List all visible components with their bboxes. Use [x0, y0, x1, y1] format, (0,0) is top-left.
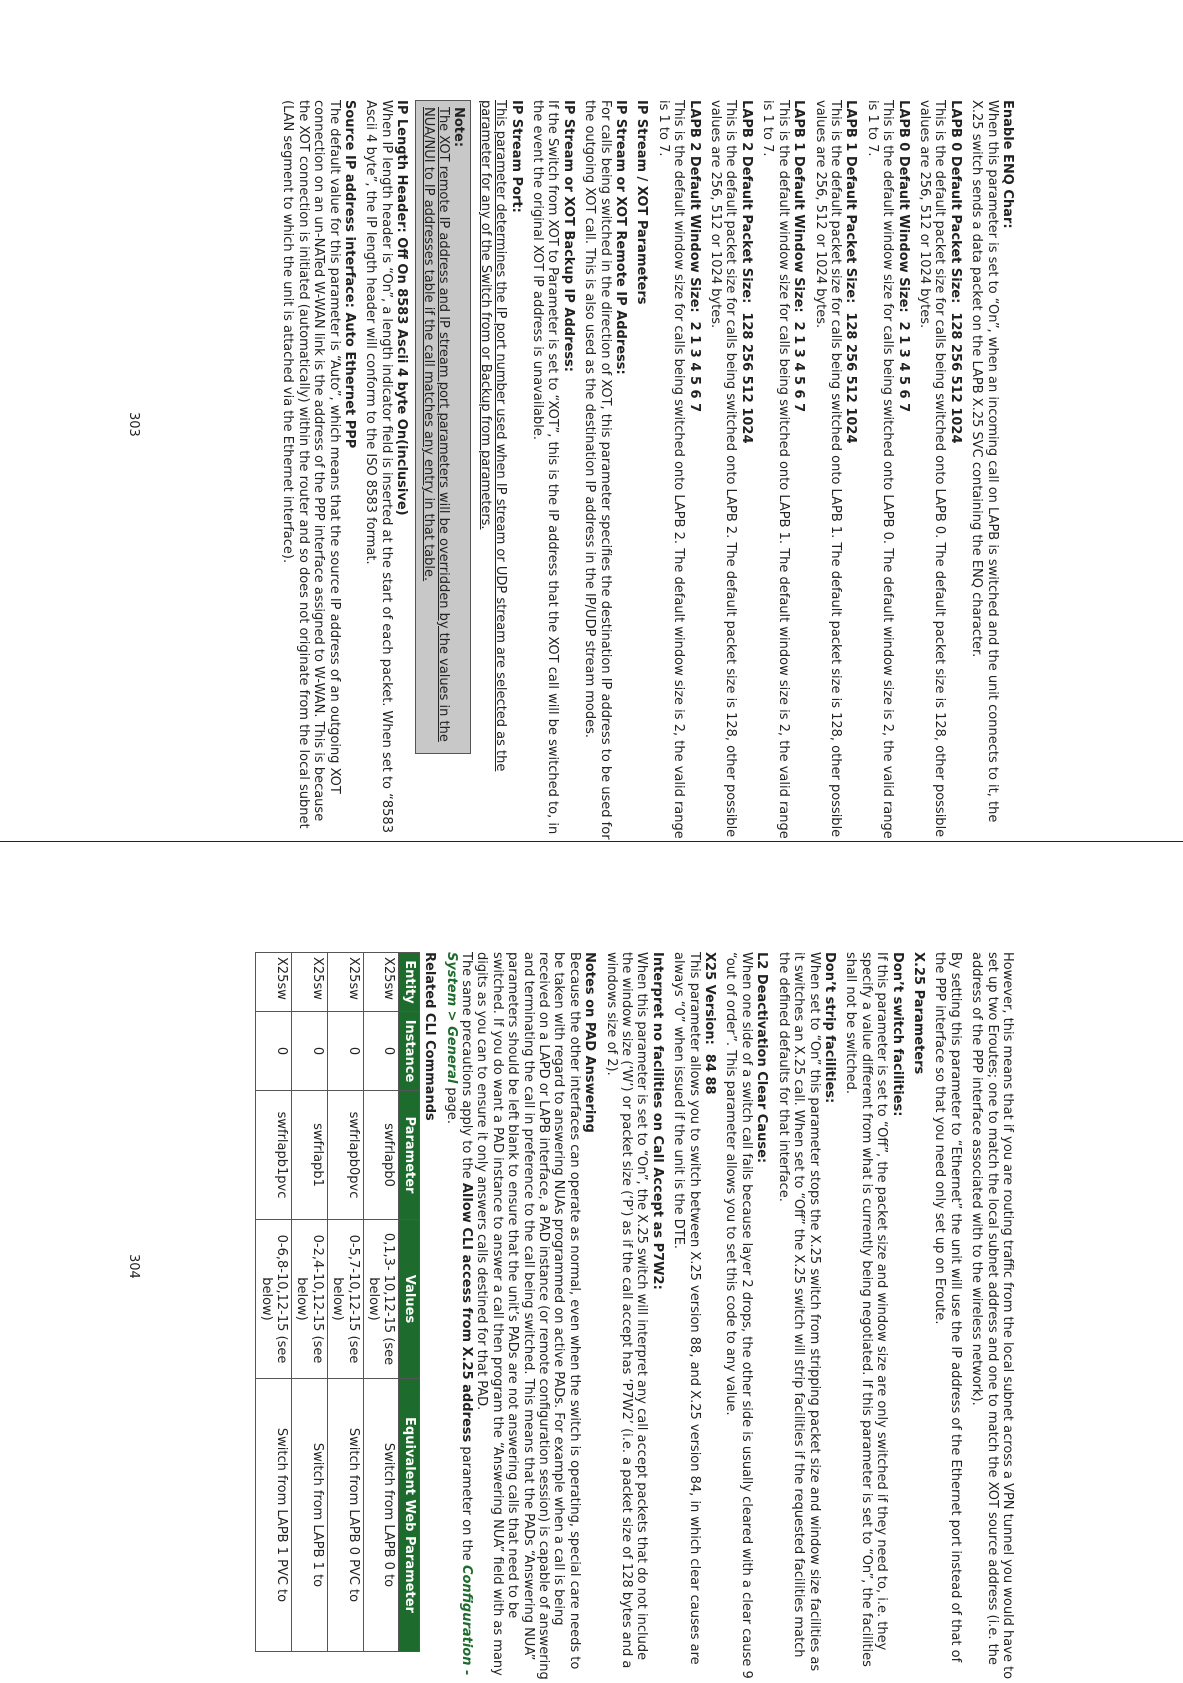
- lapb2-window-section: [655, 100, 701, 840]
- page-303: [0, 0, 1183, 841]
- ip-length-values: Off On 8583 Ascii 4 byte On(inclusive): [394, 237, 410, 516]
- lapb1-packet-title: LAPB 1 Default Packet Size:: [843, 100, 859, 304]
- dont-strip-text: When set to “On” this parameter stops the X.25 switch from stripping packet size and window size facilities as it switches an X.25 call. When set to “Off” the X.25 switch will strip facilities if the requested facilities match the defined defaults for that interface.: [775, 952, 822, 1672]
- lapb0-packet-section: [917, 100, 963, 840]
- cell-values: 0-2,4-10,12-15 (see below): [291, 1220, 327, 1379]
- interpret-title: Interpret no facilities on Call Accept as P7W2:: [649, 952, 665, 1290]
- remote-ip-section: [582, 100, 628, 840]
- cell-entity: X25sw: [327, 953, 363, 1012]
- x25-version-values: 84 88: [702, 1053, 718, 1095]
- interpret-section: [603, 952, 665, 1682]
- cli-commands-heading: Related CLI Commands: [422, 952, 438, 1121]
- x25-section-heading: X.25 Parameters: [910, 952, 926, 1075]
- x25-version-title: X25 Version:: [702, 952, 718, 1045]
- table-row: [291, 953, 327, 1652]
- page-304: [0, 842, 1183, 1683]
- col-parameter: Parameter: [399, 1091, 419, 1220]
- lapb0-packet-values: 128 256 512 1024: [947, 312, 963, 444]
- enq-text: When this parameter is set to “On”, when an incoming call on LAPB is switched and the unit connects to it, the X.25 switch sends a data packet on the LAPB X.25 SVC containing the ENQ character.: [969, 100, 1000, 823]
- ip-length-section: [363, 100, 409, 840]
- table-row: [327, 953, 363, 1652]
- cell-entity: X25sw: [256, 953, 292, 1012]
- page-number-303: 303: [126, 412, 141, 437]
- ip-section-heading: IP Stream / XOT Parameters: [634, 100, 650, 305]
- cell-values: 0-6,8-10,12-15 (see below): [256, 1220, 292, 1379]
- source-ip-title: Source IP address interface:: [341, 100, 357, 308]
- lapb2-window-values: 2 1 3 4 5 6 7: [686, 321, 702, 413]
- l2-clear-text: When one side of a switch call fails because layer 2 drops, the other side is usually cleared with a clear cause 9 “out of order”. This parameter allows you to set this code to any value.: [723, 952, 754, 1679]
- cell-values: 0,1,3- 10,12-15 (see below): [363, 1220, 399, 1379]
- table-row: [256, 953, 292, 1652]
- pad-notes-section: [474, 952, 597, 1682]
- page-304-body: [255, 952, 1015, 1682]
- col-values: Values: [399, 1220, 419, 1379]
- precautions-post: page.: [443, 1083, 459, 1125]
- dont-strip-title: Don’t strip facilities:: [821, 952, 837, 1104]
- enq-title: Enable ENQ Char:: [1000, 100, 1015, 229]
- precautions-para: [443, 952, 474, 1682]
- remote-ip-text: For calls being switched in the direction of XOT, this parameter specifies the destination IP address to be used for the outgoing XOT call. This is also used as the destination IP address in the IP/UDP stream modes.: [582, 100, 613, 840]
- dont-switch-title: Don’t switch facilities:: [889, 952, 905, 1117]
- col-web-parameter: Equivalent Web Parameter: [399, 1379, 419, 1652]
- remote-ip-title: IP Stream or XOT Remote IP Address:: [613, 100, 629, 375]
- lapb1-window-section: [760, 100, 806, 840]
- col-entity: Entity: [399, 953, 419, 1012]
- lapb2-window-text: This is the default window size for calls being switched onto LAPB 2. The default window size is 2, the valid range is 1 to 7.: [655, 100, 687, 839]
- cell-instance: 0: [327, 1012, 363, 1091]
- cell-instance: 0: [363, 1012, 399, 1091]
- source-ip-text: The default value for this parameter is “Auto”, which means that the source IP address of an outgoing XOT connection on an un-NATed W-WAN link is the address of the PPP interface assigned to W-WAN. This is because the XOT connection is initiated (automatically) within the router and so does not originate from the local subnet (LAN segment to which the unit is attached via the Ethernet interface).: [280, 100, 342, 829]
- dont-switch-text: If this parameter is set to “Off”, the packet size and window size are only switched if they need to, i.e. they specify a value different from what is currently being negotiated. If this parameter is set to “On”, the facilities shall not be switched.: [843, 952, 890, 1667]
- col-instance: Instance: [399, 1012, 419, 1091]
- cell-parameter: swfrlapb1: [291, 1091, 327, 1220]
- stream-port-text: This parameter determines the IP port number used when IP stream or UDP stream are selected as the parameter for any of the Switch from or Backup from parameters.: [477, 100, 509, 772]
- cell-values: 0-5,7-10,12-15 (see below): [327, 1220, 363, 1379]
- source-ip-values: Auto Ethernet PPP: [341, 312, 357, 449]
- cell-instance: 0: [291, 1012, 327, 1091]
- dont-strip-section: [775, 952, 837, 1682]
- cell-web-parameter: Switch from LAPB 0 to: [363, 1379, 399, 1652]
- lapb1-window-text: This is the default window size for calls being switched onto LAPB 1. The default window size is 2, the valid range is 1 to 7.: [760, 100, 791, 839]
- lapb0-window-values: 2 1 3 4 5 6 7: [895, 321, 911, 413]
- intro-para-2: By setting this parameter to “Ethernet” the unit will use the IP address of the Ethernet port instead of that of the PPP interface so that you need only set up on Eroute.: [932, 952, 963, 1663]
- note-title: Note:: [451, 107, 467, 148]
- l2-clear-section: [723, 952, 769, 1682]
- page-number-304: 304: [126, 1254, 141, 1279]
- page-303-body: [274, 100, 1015, 840]
- lapb2-packet-values: 128 256 512 1024: [738, 312, 754, 444]
- backup-ip-title: IP Stream or XOT Backup IP Address:: [560, 100, 576, 372]
- cell-web-parameter: Switch from LAPB 0 PVC to: [327, 1379, 363, 1652]
- stream-port-title: IP Stream Port:: [508, 100, 524, 213]
- x25-version-text: This parameter allows you to switch between X.25 version 88, and X.25 version 84, in which clear causes are always “0” when issued if the unit is the DTE.: [671, 952, 702, 1665]
- lapb0-packet-title: LAPB 0 Default Packet Size:: [947, 100, 963, 304]
- cell-entity: X25sw: [291, 953, 327, 1012]
- cell-web-parameter: Switch from LAPB 1 to: [291, 1379, 327, 1652]
- cell-parameter: swfrlapb1pvc: [256, 1091, 292, 1220]
- ip-length-title: IP Length Header:: [394, 100, 410, 233]
- x25-version-section: [671, 952, 717, 1682]
- intro-para-1: However, this means that if you are routing traffic from the local subnet across a VPN tunnel you would have to set up two Eroutes; one to match the local subnet address and one to match the XOT source address (i.e. the address of the PPP interface associated with to the wireless network).: [969, 952, 1015, 1680]
- cli-table: [255, 952, 420, 1652]
- lapb2-packet-title: LAPB 2 Default Packet Size:: [738, 100, 754, 304]
- cell-parameter: swfrlapb0pvc: [327, 1091, 363, 1220]
- cell-instance: 0: [256, 1012, 292, 1091]
- pad-notes-title: Notes on PAD Answering: [582, 952, 598, 1133]
- cell-entity: X25sw: [363, 953, 399, 1012]
- precautions-pre: The same precautions apply to the: [459, 952, 474, 1183]
- lapb0-window-section: [864, 100, 910, 840]
- lapb2-window-title: LAPB 2 Default Window Size:: [686, 100, 702, 313]
- ip-length-text: When IP length header is “On”, a length indicator field is inserted at the start of each packet. When set to “8583 Ascii 4 byte”, the IP length header will conform to the ISO 8583 format.: [363, 100, 394, 833]
- lapb2-packet-text: This is the default packet size for calls being switched onto LAPB 2. The default packet size is 128, other possible values are 256, 512 or 1024 bytes.: [708, 100, 739, 838]
- precautions-mid: parameter on the: [459, 1442, 474, 1565]
- table-header-row: [399, 953, 419, 1652]
- source-ip-section: [280, 100, 357, 840]
- enq-section: [969, 100, 1015, 840]
- l2-clear-title: L2 Deactivation Clear Cause:: [754, 952, 770, 1164]
- interpret-text: When this parameter is set to “On”, the X.25 switch will interpret any call accept packets that do not include the window size (‘W’) or packet size (‘P’) as if the call accept has ‘P7W2’ (i.e. a packet size of 128 bytes and a windows size of 2).: [603, 952, 650, 1669]
- lapb0-packet-text: This is the default packet size for calls being switched onto LAPB 0. The default packet size is 128, other possible values are 256, 512 or 1024 bytes.: [916, 100, 948, 838]
- cell-parameter: swfrlapb0: [363, 1091, 399, 1220]
- lapb1-window-values: 2 1 3 4 5 6 7: [791, 321, 807, 413]
- backup-ip-text: If the Switch from XOT to Parameter is set to “XOT”, this is the IP address that the XOT call will be switched to, in the event the original XOT IP address is unavailable.: [530, 100, 561, 835]
- allow-cli-param: Allow CLI access from X.25 address: [459, 1182, 474, 1443]
- lapb1-packet-values: 128 256 512 1024: [843, 312, 859, 444]
- table-row: [363, 953, 399, 1652]
- note-text: The XOT remote IP address and IP stream port parameters will be overridden by the values in the NUA/NUI to IP addresses table if the call matches any entry in that table.: [420, 107, 451, 742]
- note-box: [415, 100, 471, 754]
- lapb1-packet-section: [812, 100, 858, 840]
- config-general-link[interactable]: Configuration - System > General: [443, 952, 474, 1676]
- pad-notes-text: Because the other interfaces can operate as normal, even when the switch is operating, special care needs to be taken with regard to answering NUAs programmed on active PADs. For example when a call is being received on a LAPD or LAPB interface, a PAD instance (or remote configuration session) is capable of answering and terminating the call in preference to the call being switched. This means that the PADs “Answering NUA” parameters should be left blank to ensure that the unit’s PADs are not answering calls that need to be switched. If you do want a PAD instance to answer a call then program the “Answering NUA” field with as many digits as you can to ensure it only answers calls destined for that PAD.: [474, 952, 582, 1680]
- lapb1-window-title: LAPB 1 Default Window Size:: [791, 100, 807, 313]
- lapb0-window-title: LAPB 0 Default Window Size:: [895, 100, 911, 313]
- backup-ip-section: [530, 100, 576, 840]
- lapb0-window-text: This is the default window size for calls being switched onto LAPB 0. The default window size is 2, the valid range is 1 to 7.: [864, 100, 896, 839]
- dont-switch-section: [843, 952, 905, 1682]
- lapb2-packet-section: [708, 100, 754, 840]
- stream-port-section: [477, 100, 523, 840]
- cell-web-parameter: Switch from LAPB 1 PVC to: [256, 1379, 292, 1652]
- lapb1-packet-text: This is the default packet size for calls being switched onto LAPB 1. The default packet size is 128, other possible values are 256, 512 or 1024 bytes.: [812, 100, 843, 838]
